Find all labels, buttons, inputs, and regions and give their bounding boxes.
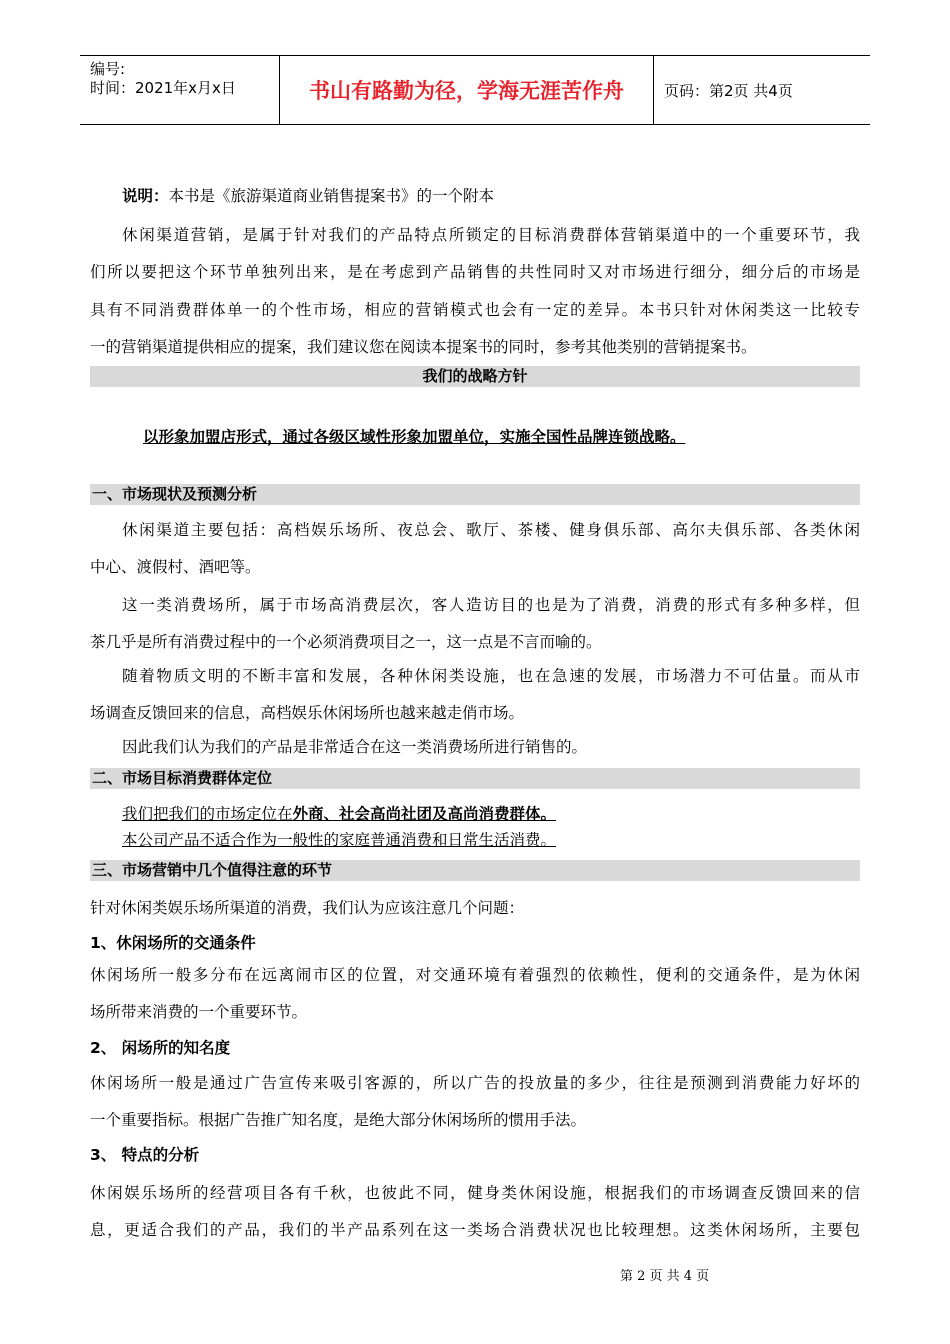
strategy-statement: 以形象加盟店形式，通过各级区域性形象加盟单位，实施全国性品牌连锁战略。 <box>143 428 686 446</box>
intro-line-4: 一的营销渠道提供相应的提案，我们建议您在阅读本提案书的同时，参考其他类别的营销提案书。 <box>90 338 757 356</box>
intro-line-3: 具有不同消费群体单一的个性市场，相应的营销模式也会有一定的差异。本书只针对休闲类这一比较专 <box>90 301 860 319</box>
section-3-heading: 三、市场营销中几个值得注意的环节 <box>90 860 860 881</box>
item-1-line-2: 场所带来消费的一个重要环节。 <box>90 1003 308 1021</box>
intro-line-2: 们所以要把这个环节单独列出来，是在考虑到产品销售的共性同时又对市场进行细分，细分后的市场是 <box>90 263 860 281</box>
note-text: 本书是《旅游渠道商业销售提案书》的一个附本 <box>168 187 495 205</box>
item-3-line-2: 息，更适合我们的产品，我们的半产品系列在这一类场合消费状况也比较理想。这类休闲场所，主要包 <box>90 1221 860 1239</box>
document-header <box>80 55 870 125</box>
section-2-line-1 <box>122 804 860 824</box>
section-2-line-1-prefix: 我们把我们的市场定位在 <box>122 805 293 823</box>
note-label: 说明： <box>122 187 169 205</box>
item-3-title: 3、 特点的分析 <box>90 1146 200 1164</box>
section-2-line-2: 本公司产品不适合作为一般性的家庭普通消费和日常生活消费。 <box>122 831 557 849</box>
section-1-p2-line-1: 这一类消费场所，属于市场高消费层次，客人造访目的也是为了消费，消费的形式有多种多样，但 <box>122 596 860 614</box>
section-2-heading: 二、市场目标消费群体定位 <box>90 768 860 789</box>
item-2-line-2: 一个重要指标。根据广告推广知名度，是绝大部分休闲场所的惯用手法。 <box>90 1111 587 1129</box>
time-label: 时间：2021年x月x日 <box>90 79 236 97</box>
intro-line-1: 休闲渠道营销，是属于针对我们的产品特点所锁定的目标消费群体营销渠道中的一个重要环节，我 <box>122 226 860 244</box>
section-1-p2-line-2: 茶几乎是所有消费过程中的一个必须消费项目之一，这一点是不言而喻的。 <box>90 633 602 651</box>
note-line <box>122 186 860 206</box>
header-meta <box>80 56 280 124</box>
item-1-line-1: 休闲场所一般多分布在远离闹市区的位置，对交通环境有着强烈的依赖性，便利的交通条件，是为休闲 <box>90 966 860 984</box>
page-footer: 第 2 页 共 4 页 <box>620 1269 710 1284</box>
section-1-p4: 因此我们认为我们的产品是非常适合在这一类消费场所进行销售的。 <box>122 738 588 756</box>
item-1-title: 1、休闲场所的交通条件 <box>90 934 256 952</box>
section-1-p1-line-2: 中心、渡假村、酒吧等。 <box>90 558 261 576</box>
strategy-heading: 我们的战略方针 <box>90 366 860 387</box>
header-page-label: 页码：第2页 共4页 <box>664 81 793 100</box>
section-3-lead: 针对休闲类娱乐场所渠道的消费，我们认为应该注意几个问题： <box>90 899 525 917</box>
section-1-p1-line-1: 休闲渠道主要包括：高档娱乐场所、夜总会、歌厅、茶楼、健身俱乐部、高尔夫俱乐部、各类休闲 <box>122 521 860 539</box>
number-label: 编号: <box>90 60 126 78</box>
section-2-line-1-emphasis: 外商、社会高尚社团及高尚消费群体。 <box>292 805 557 823</box>
section-1-p3-line-1: 随着物质文明的不断丰富和发展，各种休闲类设施，也在急速的发展，市场潜力不可估量。而从市 <box>122 667 860 685</box>
section-1-p3-line-2: 场调查反馈回来的信息，高档娱乐休闲场所也越来越走俏市场。 <box>90 704 525 722</box>
section-1-heading: 一、市场现状及预测分析 <box>90 484 860 505</box>
item-3-line-1: 休闲娱乐场所的经营项目各有千秋，也彼此不同，健身类休闲设施，根据我们的市场调查反馈回来的信 <box>90 1184 860 1202</box>
item-2-line-1: 休闲场所一般是通过广告宣传来吸引客源的，所以广告的投放量的多少，往往是预测到消费能力好坏的 <box>90 1074 860 1092</box>
header-motto: 书山有路勤为径，学海无涯苦作舟 <box>280 56 654 124</box>
item-2-title: 2、 闲场所的知名度 <box>90 1039 231 1057</box>
